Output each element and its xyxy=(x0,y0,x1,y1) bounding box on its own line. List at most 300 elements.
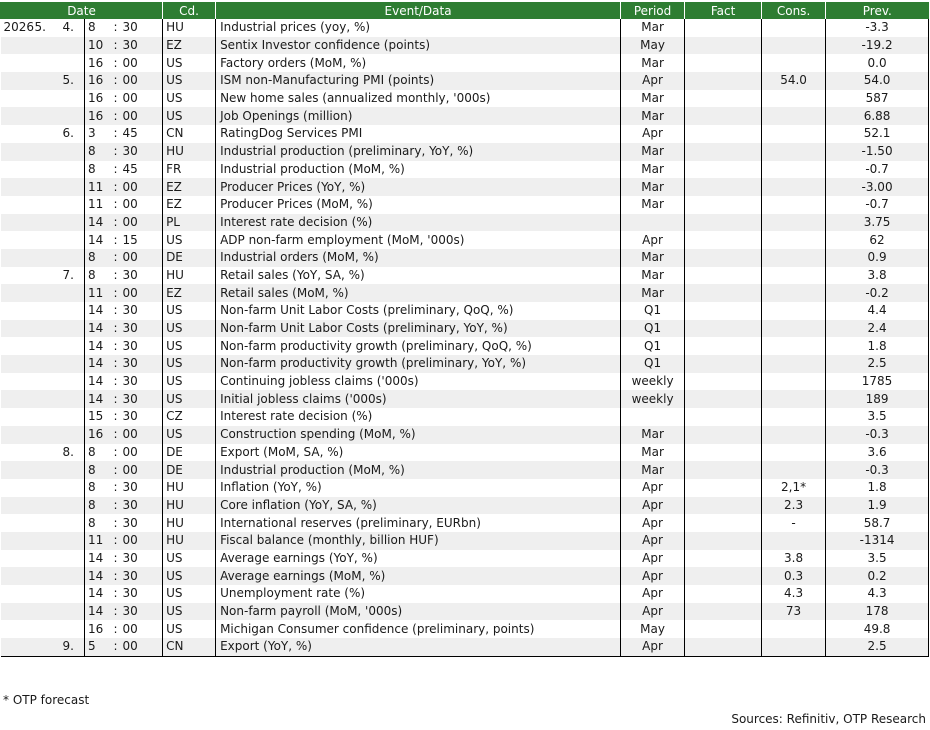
row-consensus xyxy=(762,373,826,391)
row-previous: -0.3 xyxy=(826,426,929,444)
row-fact xyxy=(685,567,762,585)
row-hour: 16 xyxy=(85,90,109,108)
row-country-code: CZ xyxy=(163,408,216,426)
row-consensus xyxy=(762,231,826,249)
row-year xyxy=(1,107,35,125)
row-fact xyxy=(685,161,762,179)
row-year xyxy=(1,603,35,621)
row-previous: -0.2 xyxy=(826,284,929,302)
table-row xyxy=(1,444,929,462)
row-consensus xyxy=(762,107,826,125)
table-row xyxy=(1,54,929,72)
row-month xyxy=(35,603,53,621)
row-year xyxy=(1,231,35,249)
row-time-separator: : xyxy=(109,161,123,179)
row-period xyxy=(621,408,685,426)
row-time-separator: : xyxy=(109,107,123,125)
row-month xyxy=(35,249,53,267)
row-event: Industrial prices (yoy, %) xyxy=(216,19,621,37)
row-consensus: 3.8 xyxy=(762,550,826,568)
row-event: Retail sales (YoY, SA, %) xyxy=(216,267,621,285)
row-fact xyxy=(685,532,762,550)
row-day: 6. xyxy=(53,125,85,143)
header-code: Cd. xyxy=(163,2,216,19)
row-year xyxy=(1,567,35,585)
row-time-separator: : xyxy=(109,72,123,90)
row-fact xyxy=(685,461,762,479)
row-period: Mar xyxy=(621,19,685,37)
row-fact xyxy=(685,302,762,320)
row-minute: 30 xyxy=(123,37,163,55)
row-consensus: 54.0 xyxy=(762,72,826,90)
row-time-separator: : xyxy=(109,390,123,408)
row-previous: 49.8 xyxy=(826,620,929,638)
row-day: 4. xyxy=(53,19,85,37)
row-minute: 30 xyxy=(123,390,163,408)
row-country-code: US xyxy=(163,390,216,408)
row-day xyxy=(53,479,85,497)
row-month xyxy=(35,320,53,338)
row-country-code: CN xyxy=(163,125,216,143)
row-day xyxy=(53,355,85,373)
row-event: Interest rate decision (%) xyxy=(216,214,621,232)
row-hour: 14 xyxy=(85,550,109,568)
row-consensus xyxy=(762,54,826,72)
row-event: Export (MoM, SA, %) xyxy=(216,444,621,462)
row-month xyxy=(35,390,53,408)
row-minute: 00 xyxy=(123,196,163,214)
row-month xyxy=(35,426,53,444)
row-month xyxy=(35,585,53,603)
row-event: Non-farm payroll (MoM, '000s) xyxy=(216,603,621,621)
row-day xyxy=(53,532,85,550)
row-fact xyxy=(685,514,762,532)
table-row xyxy=(1,514,929,532)
row-day xyxy=(53,161,85,179)
row-time-separator: : xyxy=(109,373,123,391)
row-month xyxy=(35,214,53,232)
row-fact xyxy=(685,550,762,568)
row-time-separator: : xyxy=(109,284,123,302)
row-previous: 0.9 xyxy=(826,249,929,267)
row-year xyxy=(1,90,35,108)
row-time-separator: : xyxy=(109,267,123,285)
row-period: Apr xyxy=(621,497,685,515)
header-previous: Prev. xyxy=(826,2,929,19)
row-day xyxy=(53,567,85,585)
row-month xyxy=(35,532,53,550)
row-country-code: HU xyxy=(163,479,216,497)
row-minute: 00 xyxy=(123,249,163,267)
row-year xyxy=(1,249,35,267)
row-event: Initial jobless claims ('000s) xyxy=(216,390,621,408)
table-row xyxy=(1,125,929,143)
row-event: Average earnings (YoY, %) xyxy=(216,550,621,568)
row-event: Interest rate decision (%) xyxy=(216,408,621,426)
row-consensus: 2,1* xyxy=(762,479,826,497)
row-hour: 8 xyxy=(85,479,109,497)
row-hour: 14 xyxy=(85,390,109,408)
row-time-separator: : xyxy=(109,302,123,320)
row-hour: 8 xyxy=(85,444,109,462)
row-day xyxy=(53,214,85,232)
table-row xyxy=(1,532,929,550)
row-previous: 3.6 xyxy=(826,444,929,462)
row-event: Non-farm Unit Labor Costs (preliminary, YoY, %) xyxy=(216,320,621,338)
row-consensus xyxy=(762,355,826,373)
row-hour: 8 xyxy=(85,19,109,37)
row-previous: 1785 xyxy=(826,373,929,391)
row-period: Apr xyxy=(621,585,685,603)
row-previous: -3.3 xyxy=(826,19,929,37)
row-previous: -1314 xyxy=(826,532,929,550)
row-year xyxy=(1,461,35,479)
row-month xyxy=(35,479,53,497)
row-period: Apr xyxy=(621,638,685,656)
row-period: Mar xyxy=(621,143,685,161)
row-previous: 1.8 xyxy=(826,337,929,355)
row-minute: 30 xyxy=(123,302,163,320)
row-time-separator: : xyxy=(109,567,123,585)
row-hour: 14 xyxy=(85,320,109,338)
table-row xyxy=(1,408,929,426)
row-previous: 4.3 xyxy=(826,585,929,603)
row-country-code: DE xyxy=(163,461,216,479)
row-time-separator: : xyxy=(109,90,123,108)
row-previous: 587 xyxy=(826,90,929,108)
row-month xyxy=(35,497,53,515)
table-row xyxy=(1,143,929,161)
row-day xyxy=(53,178,85,196)
row-country-code: US xyxy=(163,373,216,391)
row-consensus xyxy=(762,461,826,479)
row-consensus xyxy=(762,249,826,267)
row-year xyxy=(1,302,35,320)
row-day xyxy=(53,249,85,267)
row-month xyxy=(35,37,53,55)
row-day xyxy=(53,37,85,55)
table-row xyxy=(1,373,929,391)
row-consensus: 4.3 xyxy=(762,585,826,603)
row-time-separator: : xyxy=(109,249,123,267)
row-month: 5. xyxy=(35,19,53,37)
row-minute: 15 xyxy=(123,231,163,249)
row-event: Job Openings (million) xyxy=(216,107,621,125)
row-year xyxy=(1,337,35,355)
row-year xyxy=(1,620,35,638)
row-country-code: US xyxy=(163,320,216,338)
row-country-code: HU xyxy=(163,267,216,285)
row-year xyxy=(1,37,35,55)
table-row xyxy=(1,178,929,196)
table-row xyxy=(1,161,929,179)
row-time-separator: : xyxy=(109,143,123,161)
row-year xyxy=(1,532,35,550)
row-event: Average earnings (MoM, %) xyxy=(216,567,621,585)
row-day xyxy=(53,461,85,479)
row-year xyxy=(1,390,35,408)
table-row xyxy=(1,107,929,125)
row-year xyxy=(1,444,35,462)
row-hour: 14 xyxy=(85,302,109,320)
row-minute: 00 xyxy=(123,532,163,550)
row-period: Mar xyxy=(621,90,685,108)
row-minute: 30 xyxy=(123,408,163,426)
row-time-separator: : xyxy=(109,196,123,214)
row-previous: -0.7 xyxy=(826,161,929,179)
row-month xyxy=(35,54,53,72)
row-month xyxy=(35,72,53,90)
table-row xyxy=(1,603,929,621)
row-consensus xyxy=(762,178,826,196)
row-previous: 178 xyxy=(826,603,929,621)
row-day xyxy=(53,284,85,302)
row-previous: -0.7 xyxy=(826,196,929,214)
row-hour: 8 xyxy=(85,249,109,267)
row-minute: 30 xyxy=(123,320,163,338)
row-year xyxy=(1,426,35,444)
row-time-separator: : xyxy=(109,125,123,143)
row-country-code: US xyxy=(163,54,216,72)
row-period: Q1 xyxy=(621,337,685,355)
row-country-code: HU xyxy=(163,143,216,161)
row-event: RatingDog Services PMI xyxy=(216,125,621,143)
row-fact xyxy=(685,196,762,214)
row-consensus xyxy=(762,302,826,320)
row-minute: 00 xyxy=(123,444,163,462)
row-fact xyxy=(685,603,762,621)
row-country-code: US xyxy=(163,603,216,621)
row-period: Apr xyxy=(621,550,685,568)
row-consensus xyxy=(762,284,826,302)
row-fact xyxy=(685,585,762,603)
row-consensus: 73 xyxy=(762,603,826,621)
table-row xyxy=(1,196,929,214)
row-fact xyxy=(685,320,762,338)
row-period: Mar xyxy=(621,444,685,462)
row-hour: 14 xyxy=(85,603,109,621)
row-day xyxy=(53,143,85,161)
table-row xyxy=(1,214,929,232)
row-day xyxy=(53,408,85,426)
row-day: 7. xyxy=(53,267,85,285)
row-event: Construction spending (MoM, %) xyxy=(216,426,621,444)
row-period: Mar xyxy=(621,461,685,479)
row-day xyxy=(53,54,85,72)
row-fact xyxy=(685,444,762,462)
row-month xyxy=(35,620,53,638)
row-event: Non-farm Unit Labor Costs (preliminary, QoQ, %) xyxy=(216,302,621,320)
row-country-code: US xyxy=(163,107,216,125)
row-hour: 8 xyxy=(85,143,109,161)
row-country-code: US xyxy=(163,426,216,444)
row-country-code: US xyxy=(163,567,216,585)
row-year xyxy=(1,214,35,232)
row-minute: 00 xyxy=(123,284,163,302)
row-consensus xyxy=(762,444,826,462)
row-period: Apr xyxy=(621,479,685,497)
row-fact xyxy=(685,284,762,302)
table-row xyxy=(1,497,929,515)
row-period: Apr xyxy=(621,532,685,550)
row-fact xyxy=(685,231,762,249)
row-hour: 16 xyxy=(85,54,109,72)
row-period: Apr xyxy=(621,603,685,621)
row-day xyxy=(53,107,85,125)
row-year xyxy=(1,125,35,143)
row-minute: 45 xyxy=(123,161,163,179)
row-year: 2026 xyxy=(1,19,35,37)
sources-note: Sources: Refinitiv, OTP Research xyxy=(731,712,926,726)
row-day xyxy=(53,603,85,621)
row-time-separator: : xyxy=(109,426,123,444)
row-country-code: HU xyxy=(163,497,216,515)
row-day xyxy=(53,497,85,515)
row-fact xyxy=(685,620,762,638)
row-event: Industrial production (MoM, %) xyxy=(216,161,621,179)
row-year xyxy=(1,72,35,90)
row-event: Industrial orders (MoM, %) xyxy=(216,249,621,267)
row-event: Non-farm productivity growth (preliminary, YoY, %) xyxy=(216,355,621,373)
row-day: 9. xyxy=(53,638,85,656)
row-period xyxy=(621,214,685,232)
row-year xyxy=(1,320,35,338)
row-month xyxy=(35,355,53,373)
row-country-code: FR xyxy=(163,161,216,179)
table-row xyxy=(1,284,929,302)
row-minute: 00 xyxy=(123,107,163,125)
row-minute: 30 xyxy=(123,337,163,355)
table-row xyxy=(1,638,929,656)
row-minute: 00 xyxy=(123,620,163,638)
row-fact xyxy=(685,107,762,125)
row-fact xyxy=(685,373,762,391)
row-fact xyxy=(685,178,762,196)
row-event: ADP non-farm employment (MoM, '000s) xyxy=(216,231,621,249)
row-period: Apr xyxy=(621,72,685,90)
header-fact: Fact xyxy=(685,2,762,19)
row-year xyxy=(1,54,35,72)
row-hour: 11 xyxy=(85,284,109,302)
row-day xyxy=(53,514,85,532)
table-row xyxy=(1,550,929,568)
row-event: Unemployment rate (%) xyxy=(216,585,621,603)
row-hour: 11 xyxy=(85,532,109,550)
row-month xyxy=(35,231,53,249)
row-fact xyxy=(685,54,762,72)
row-event: Industrial production (MoM, %) xyxy=(216,461,621,479)
row-consensus xyxy=(762,125,826,143)
row-month xyxy=(35,125,53,143)
row-period: Mar xyxy=(621,267,685,285)
row-day: 8. xyxy=(53,444,85,462)
row-country-code: HU xyxy=(163,532,216,550)
row-minute: 30 xyxy=(123,514,163,532)
row-fact xyxy=(685,249,762,267)
row-hour: 10 xyxy=(85,37,109,55)
row-minute: 00 xyxy=(123,90,163,108)
row-minute: 00 xyxy=(123,638,163,656)
table-row xyxy=(1,567,929,585)
table-body xyxy=(1,19,929,656)
row-period: Mar xyxy=(621,249,685,267)
row-country-code: HU xyxy=(163,514,216,532)
row-time-separator: : xyxy=(109,550,123,568)
row-day xyxy=(53,231,85,249)
row-month xyxy=(35,514,53,532)
row-fact xyxy=(685,267,762,285)
row-period: Apr xyxy=(621,125,685,143)
row-day xyxy=(53,196,85,214)
row-previous: 6.88 xyxy=(826,107,929,125)
row-year xyxy=(1,479,35,497)
row-hour: 14 xyxy=(85,373,109,391)
row-day xyxy=(53,302,85,320)
row-previous: 0.0 xyxy=(826,54,929,72)
row-previous: 0.2 xyxy=(826,567,929,585)
row-year xyxy=(1,585,35,603)
row-fact xyxy=(685,408,762,426)
row-period: Q1 xyxy=(621,320,685,338)
row-minute: 00 xyxy=(123,178,163,196)
row-previous: 3.5 xyxy=(826,408,929,426)
row-consensus xyxy=(762,19,826,37)
row-period: Apr xyxy=(621,567,685,585)
row-year xyxy=(1,178,35,196)
row-minute: 30 xyxy=(123,373,163,391)
table-row xyxy=(1,426,929,444)
row-previous: 189 xyxy=(826,390,929,408)
row-country-code: EZ xyxy=(163,178,216,196)
table-row xyxy=(1,72,929,90)
row-minute: 00 xyxy=(123,54,163,72)
table-row xyxy=(1,90,929,108)
row-event: ISM non-Manufacturing PMI (points) xyxy=(216,72,621,90)
footnote: * OTP forecast xyxy=(3,693,90,707)
row-period: weekly xyxy=(621,373,685,391)
row-event: Industrial production (preliminary, YoY, %) xyxy=(216,143,621,161)
row-month xyxy=(35,267,53,285)
row-year xyxy=(1,497,35,515)
row-fact xyxy=(685,426,762,444)
row-year xyxy=(1,143,35,161)
row-year xyxy=(1,355,35,373)
row-month xyxy=(35,143,53,161)
row-time-separator: : xyxy=(109,408,123,426)
row-country-code: US xyxy=(163,90,216,108)
row-period: Apr xyxy=(621,231,685,249)
row-hour: 14 xyxy=(85,567,109,585)
row-hour: 14 xyxy=(85,585,109,603)
table-row xyxy=(1,231,929,249)
row-country-code: DE xyxy=(163,444,216,462)
row-country-code: US xyxy=(163,337,216,355)
row-country-code: CN xyxy=(163,638,216,656)
row-hour: 3 xyxy=(85,125,109,143)
row-year xyxy=(1,514,35,532)
row-time-separator: : xyxy=(109,19,123,37)
row-minute: 00 xyxy=(123,214,163,232)
row-month xyxy=(35,196,53,214)
row-hour: 11 xyxy=(85,178,109,196)
row-fact xyxy=(685,37,762,55)
row-month xyxy=(35,161,53,179)
row-consensus xyxy=(762,426,826,444)
row-event: Sentix Investor confidence (points) xyxy=(216,37,621,55)
row-country-code: EZ xyxy=(163,284,216,302)
row-event: Non-farm productivity growth (preliminary, QoQ, %) xyxy=(216,337,621,355)
row-day xyxy=(53,585,85,603)
